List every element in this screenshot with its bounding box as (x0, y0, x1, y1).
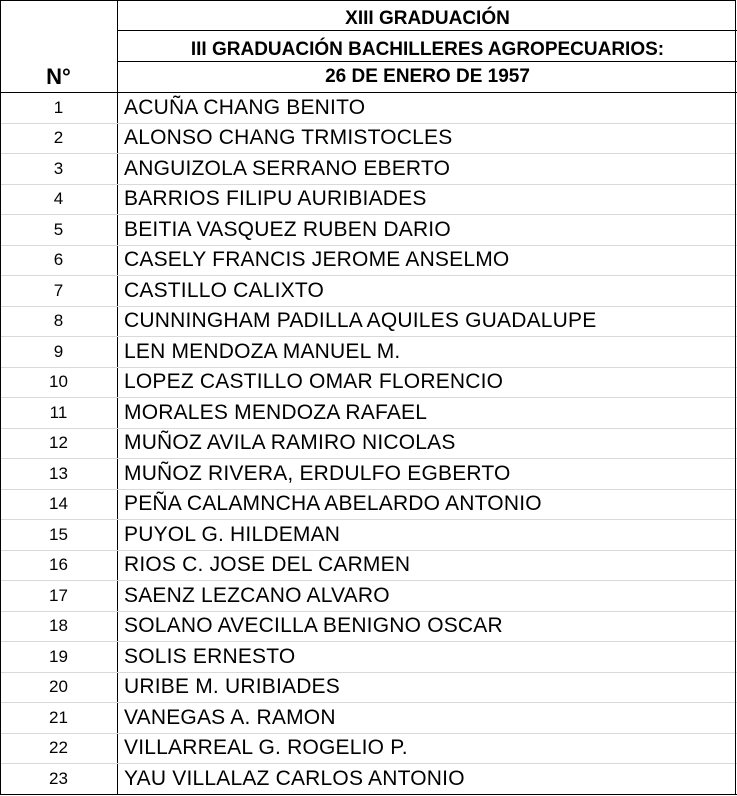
row-number: 8 (0, 306, 118, 337)
row-number: 9 (0, 337, 118, 368)
graduate-name: SOLANO AVECILLA BENIGNO OSCAR (118, 611, 737, 642)
table-row (0, 520, 737, 551)
graduate-name: MORALES MENDOZA RAFAEL (118, 398, 737, 429)
header-title-line-3: 26 DE ENERO DE 1957 (118, 62, 737, 93)
graduate-name: PUYOL G. HILDEMAN (118, 520, 737, 551)
row-number: 11 (0, 398, 118, 429)
table-row (0, 184, 737, 215)
table-row (0, 703, 737, 734)
header-row-1 (0, 0, 737, 31)
table-row (0, 123, 737, 154)
row-number: 4 (0, 184, 118, 215)
header-title-line-1: XIII GRADUACIÓN (118, 0, 737, 31)
table-row (0, 733, 737, 764)
row-number: 16 (0, 550, 118, 581)
graduate-name: CUNNINGHAM PADILLA AQUILES GUADALUPE (118, 306, 737, 337)
row-number: 17 (0, 581, 118, 612)
row-number: 7 (0, 276, 118, 307)
row-number: 15 (0, 520, 118, 551)
table-row (0, 306, 737, 337)
row-number: 21 (0, 703, 118, 734)
table-row (0, 428, 737, 459)
row-number: 13 (0, 459, 118, 490)
table-row (0, 367, 737, 398)
table-row (0, 398, 737, 429)
row-number: 12 (0, 428, 118, 459)
graduate-name: VANEGAS A. RAMON (118, 703, 737, 734)
table-row (0, 245, 737, 276)
row-number: 10 (0, 367, 118, 398)
graduate-name: LOPEZ CASTILLO OMAR FLORENCIO (118, 367, 737, 398)
graduate-name: VILLARREAL G. ROGELIO P. (118, 733, 737, 764)
row-number: 22 (0, 733, 118, 764)
number-label: N° (46, 64, 71, 89)
table-row (0, 611, 737, 642)
row-number: 14 (0, 489, 118, 520)
row-number: 1 (0, 93, 118, 124)
table-row (0, 550, 737, 581)
graduate-name: RIOS C. JOSE DEL CARMEN (118, 550, 737, 581)
graduate-name: BEITIA VASQUEZ RUBEN DARIO (118, 215, 737, 246)
table-row (0, 581, 737, 612)
table-row (0, 764, 737, 795)
graduate-name: ALONSO CHANG TRMISTOCLES (118, 123, 737, 154)
graduate-name: SAENZ LEZCANO ALVARO (118, 581, 737, 612)
graduate-name: LEN MENDOZA MANUEL M. (118, 337, 737, 368)
number-column-header (0, 0, 118, 93)
row-number: 23 (0, 764, 118, 795)
graduate-name: CASELY FRANCIS JEROME ANSELMO (118, 245, 737, 276)
graduate-name: SOLIS ERNESTO (118, 642, 737, 673)
row-number: 6 (0, 245, 118, 276)
table-row (0, 459, 737, 490)
graduate-name: MUÑOZ AVILA RAMIRO NICOLAS (118, 428, 737, 459)
graduate-name: MUÑOZ RIVERA, ERDULFO EGBERTO (118, 459, 737, 490)
graduate-name: ANGUIZOLA SERRANO EBERTO (118, 154, 737, 185)
table-row (0, 154, 737, 185)
table-row (0, 642, 737, 673)
header-title-line-2: III GRADUACIÓN BACHILLERES AGROPECUARIOS: (190, 39, 665, 60)
graduate-name: YAU VILLALAZ CARLOS ANTONIO (118, 764, 737, 795)
row-number: 5 (0, 215, 118, 246)
row-number: 2 (0, 123, 118, 154)
graduate-name: PEÑA CALAMNCHA ABELARDO ANTONIO (118, 489, 737, 520)
row-number: 18 (0, 611, 118, 642)
table-row (0, 276, 737, 307)
graduate-name: ACUÑA CHANG BENITO (118, 93, 737, 124)
table-row (0, 489, 737, 520)
table-row (0, 337, 737, 368)
row-number: 20 (0, 672, 118, 703)
table-row (0, 93, 737, 124)
row-number: 19 (0, 642, 118, 673)
graduate-name: BARRIOS FILIPU AURIBIADES (118, 184, 737, 215)
graduate-name: CASTILLO CALIXTO (118, 276, 737, 307)
row-number: 3 (0, 154, 118, 185)
table-row (0, 672, 737, 703)
graduate-name: URIBE M. URIBIADES (118, 672, 737, 703)
table-row (0, 215, 737, 246)
